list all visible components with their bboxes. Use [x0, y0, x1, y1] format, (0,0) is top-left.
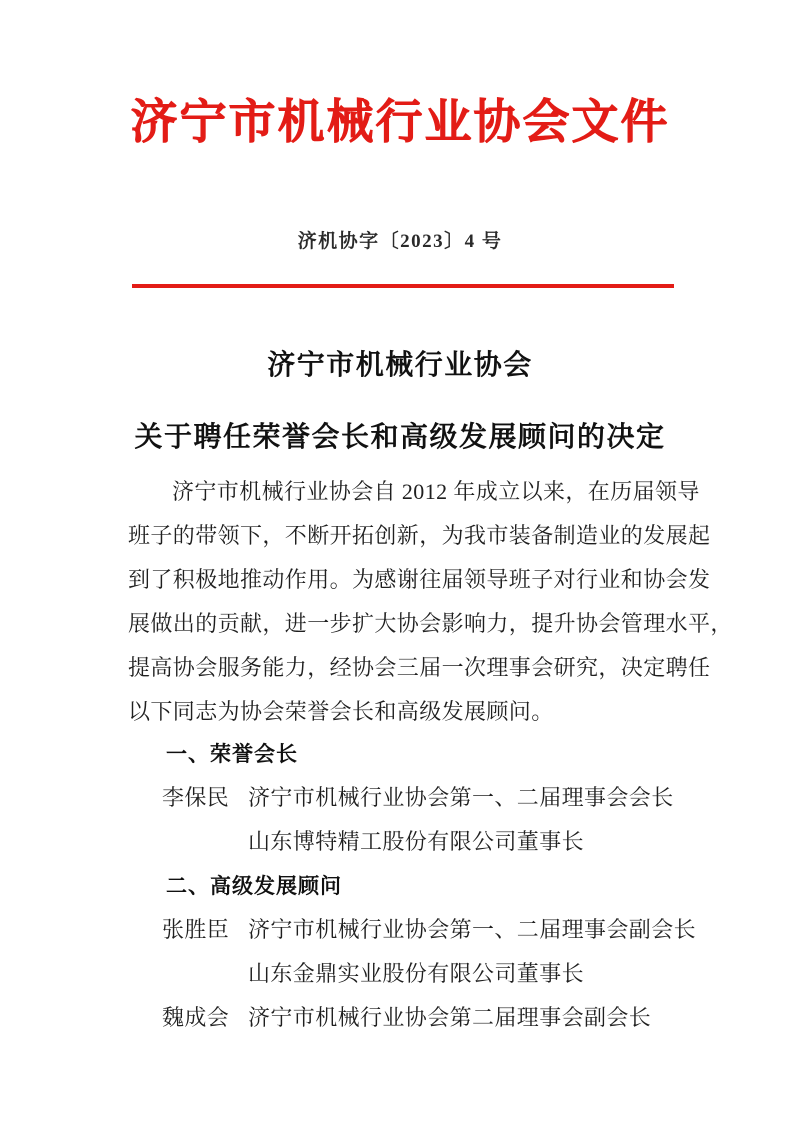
appointee-row	[128, 908, 697, 952]
body-line: 济宁市机械行业协会自 2012 年成立以来，在历届领导	[172, 479, 700, 504]
body-line: 展做出的贡献，进一步扩大协会影响力，提升协会管理水平，	[128, 611, 733, 636]
section-heading-senior-advisor: 二、高级发展顾问	[166, 874, 342, 898]
appointee-role: 济宁市机械行业协会第二届理事会副会长	[248, 1005, 652, 1030]
appointee-row	[128, 776, 688, 820]
title-line-2: 关于聘任荣誉会长和高级发展顾问的决定	[134, 422, 666, 453]
red-separator-rule	[132, 284, 674, 288]
masthead-title: 济宁市机械行业协会文件	[130, 97, 670, 149]
appointee-name: 李保民	[162, 785, 230, 810]
section-heading-honorary-president: 一、荣誉会长	[166, 742, 298, 766]
appointee-role: 济宁市机械行业协会第一、二届理事会会长	[248, 785, 674, 810]
document-number: 济机协字〔2023〕4 号	[297, 231, 503, 252]
body-line: 班子的带领下，不断开拓创新，为我市装备制造业的发展起	[128, 523, 711, 548]
body-line: 提高协会服务能力，经协会三届一次理事会研究，决定聘任	[128, 655, 711, 680]
appointee-row	[128, 996, 688, 1040]
appointment-sections	[128, 732, 697, 1040]
appointee-organization-row	[128, 820, 688, 864]
appointee-name: 张胜臣	[162, 917, 230, 942]
appointee-role: 济宁市机械行业协会第一、二届理事会副会长	[248, 917, 697, 942]
body-paragraph	[128, 470, 733, 734]
body-line: 以下同志为协会荣誉会长和高级发展顾问。	[128, 699, 554, 724]
body-line: 到了积极地推动作用。为感谢往届领导班子对行业和协会发	[128, 567, 711, 592]
appointee-organization: 山东博特精工股份有限公司董事长	[248, 829, 585, 854]
appointee-organization-row	[128, 952, 688, 996]
masthead	[0, 96, 800, 151]
appointee-name: 魏成会	[162, 1005, 230, 1030]
document-title	[0, 330, 800, 474]
appointee-organization: 山东金鼎实业股份有限公司董事长	[248, 961, 585, 986]
title-line-1: 济宁市机械行业协会	[267, 350, 533, 381]
